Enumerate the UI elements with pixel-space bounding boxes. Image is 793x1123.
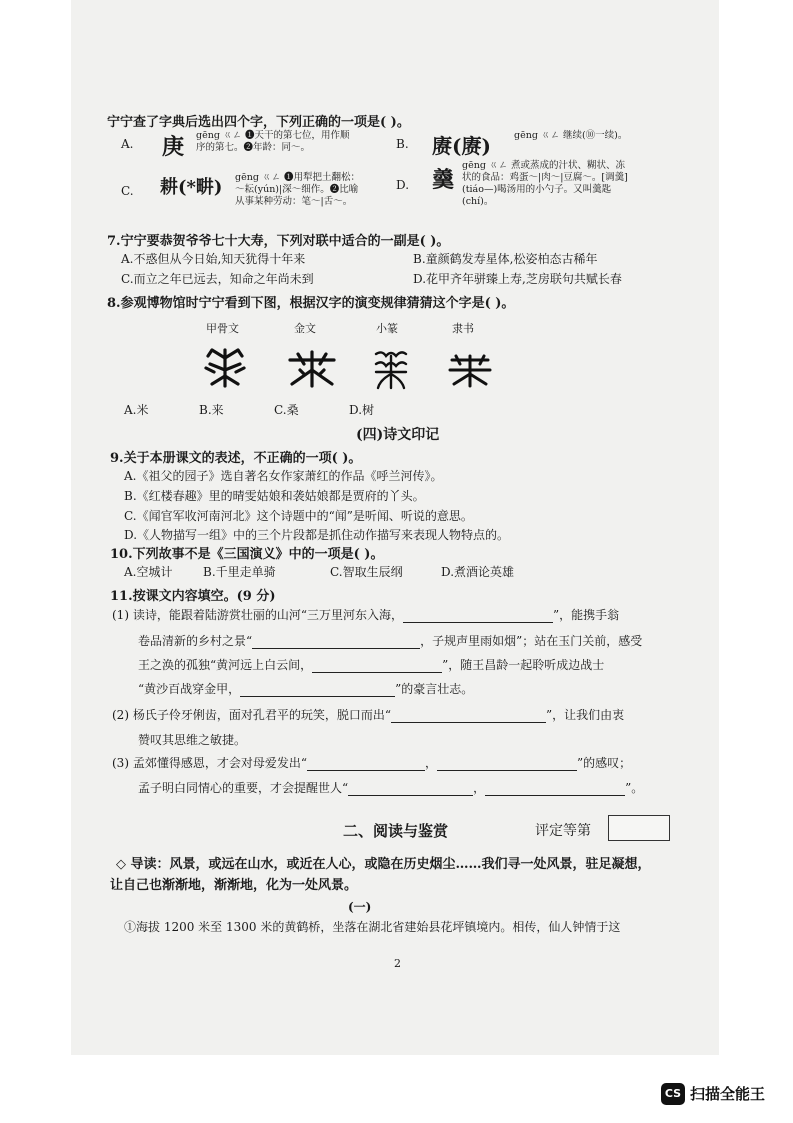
q6-option-c-char: 耕(*畊) bbox=[160, 177, 223, 198]
q6-option-d-char: 羹 bbox=[432, 167, 455, 193]
passage-paragraph-1: ①海拔 1200 米至 1300 米的黄鹤桥，坐落在湖北省建始县花坪镇境内。相传，仙人钟情于这 bbox=[124, 920, 621, 934]
script-label-bronze: 金文 bbox=[294, 322, 316, 335]
q11-stem: 11.按课文内容填空。(9 分) bbox=[110, 589, 276, 604]
q6-stem: 宁宁查了字典后选出四个字，下列正确的一项是( )。 bbox=[107, 115, 410, 130]
part-2-title: 二、阅读与鉴赏 bbox=[343, 822, 449, 840]
q8-option-d: D.树 bbox=[349, 403, 375, 417]
q9-option-c: C.《闻官军收河南河北》这个诗题中的“闻”是听闻、听说的意思。 bbox=[124, 509, 473, 523]
answer-blank-5[interactable] bbox=[391, 708, 546, 723]
q6-option-a-label: A. bbox=[121, 137, 134, 151]
q11-p3-line2: 孟子明白同情心的重要，才会提醒世人“ ， ”。 bbox=[138, 781, 644, 795]
script-label-oracle: 甲骨文 bbox=[206, 322, 239, 335]
script-label-clerical: 隶书 bbox=[452, 322, 474, 335]
q9-option-b: B.《红楼春趣》里的晴雯姑娘和袭姑娘都是贾府的丫头。 bbox=[124, 489, 425, 503]
q9-option-a: A.《祖父的园子》选自著名女作家萧红的作品《呼兰河传》。 bbox=[124, 469, 443, 483]
q11-p1-line3: 王之涣的孤独“黄河远上白云间， ”，随王昌龄一起聆听成边战士 bbox=[138, 658, 605, 672]
q6-option-d-label: D. bbox=[396, 178, 410, 192]
q10-option-a: A.空城计 bbox=[124, 565, 173, 579]
q7-option-c: C.而立之年已远去，知命之年尚未到 bbox=[121, 272, 314, 286]
section-4-title: (四)诗文印记 bbox=[356, 427, 440, 443]
q6-option-a-char: 庚 bbox=[162, 134, 185, 160]
answer-blank-8[interactable] bbox=[348, 781, 473, 796]
seal-glyph bbox=[372, 348, 410, 390]
oracle-bone-glyph bbox=[200, 346, 250, 388]
answer-blank-4[interactable] bbox=[240, 682, 395, 697]
q9-option-d: D.《人物描写一组》中的三个片段都是抓住动作描写来表现人物特点的。 bbox=[124, 528, 510, 542]
answer-blank-3[interactable] bbox=[312, 658, 442, 673]
grade-label: 评定等第 bbox=[535, 823, 591, 839]
answer-blank-7[interactable] bbox=[437, 756, 577, 771]
q11-p3-line1: (3) 孟郊懂得感恩，才会对母爱发出“ ， ”的感叹； bbox=[112, 756, 632, 770]
q6-option-c-text: gēng ㄍㄥ ❶用犁把土翻松：～耘(yún)|深～细作。❷比喻从事某种劳动：笔～|舌～。 bbox=[235, 172, 360, 207]
answer-blank-1[interactable] bbox=[403, 608, 553, 623]
q10-stem: 10.下列故事不是《三国演义》中的一项是( )。 bbox=[110, 547, 384, 562]
q8-option-c: C.桑 bbox=[274, 403, 299, 417]
q8-option-a: A.米 bbox=[124, 403, 149, 417]
bronze-glyph bbox=[286, 350, 338, 388]
q11-p2-line1: (2) 杨氏子伶牙俐齿，面对孔君平的玩笑，脱口而出“ ”，让我们由衷 bbox=[112, 708, 625, 722]
grade-box[interactable] bbox=[608, 815, 670, 841]
q11-p1-line2: 卷品清新的乡村之景“ ，子规声里雨如烟”；站在玉门关前，感受 bbox=[138, 634, 643, 648]
q6-option-d-text: gēng ㄍㄥ 煮或蒸成的汁状、糊状、冻状的食品：鸡蛋～|肉～|豆腐～。[调羹](tiáo—)喝汤用的小勺子。又叫羹匙(chí)。 bbox=[462, 160, 628, 207]
q7-option-a: A.不惑但从今日始,知天犹得十年来 bbox=[121, 252, 306, 266]
passage-1-label: (一) bbox=[348, 900, 372, 914]
q10-option-b: B.千里走单骑 bbox=[203, 565, 276, 579]
q6-option-b-label: B. bbox=[396, 137, 409, 151]
q6-option-b-char: 赓(赓) bbox=[432, 134, 491, 158]
q11-p1-line4: “黄沙百战穿金甲， ”的豪言壮志。 bbox=[138, 682, 474, 696]
reading-guide-line2: 让自己也渐渐地，渐渐地，化为一处风景。 bbox=[110, 878, 358, 893]
q6-option-c-label: C. bbox=[121, 184, 134, 198]
q11-p1-line1: (1) 读诗，能跟着陆游赏壮丽的山河“三万里河东入海， ”，能携手翁 bbox=[112, 608, 620, 622]
script-label-seal: 小篆 bbox=[376, 322, 398, 335]
q6-option-a-text: gēng ㄍㄥ ❶天干的第七位，用作顺序的第七。❷年龄：同～。 bbox=[196, 130, 350, 153]
answer-blank-6[interactable] bbox=[307, 756, 425, 771]
camscanner-logo-icon: CS bbox=[661, 1083, 685, 1105]
clerical-glyph bbox=[446, 354, 494, 388]
q7-option-d: D.花甲齐年骈臻上寿,芝房联句共赋长春 bbox=[413, 272, 622, 286]
reading-guide: ◇ 导读：风景，或远在山水，或近在人心，或隐在历史烟尘……我们寻一处风景，驻足凝想， bbox=[116, 857, 651, 872]
q10-option-d: D.煮酒论英雄 bbox=[441, 565, 515, 579]
answer-blank-2[interactable] bbox=[252, 634, 420, 649]
page-number: 2 bbox=[394, 957, 401, 970]
q7-option-b: B.童颜鹤发寿星体,松姿柏态古稀年 bbox=[413, 252, 598, 266]
q10-option-c: C.智取生辰纲 bbox=[330, 565, 403, 579]
q6-option-b-text: gēng ㄍㄥ 继续(⑩一续)。 bbox=[514, 130, 628, 141]
answer-blank-9[interactable] bbox=[485, 781, 625, 796]
q9-stem: 9.关于本册课文的表述，不正确的一项( )。 bbox=[110, 451, 362, 466]
q8-stem: 8.参观博物馆时宁宁看到下图，根据汉字的演变规律猜猜这个字是( )。 bbox=[107, 296, 515, 311]
q8-option-b: B.来 bbox=[199, 403, 224, 417]
q11-p2-line2: 赞叹其思维之敏捷。 bbox=[138, 733, 247, 747]
camscanner-brand-text: 扫描全能王 bbox=[690, 1085, 766, 1103]
q7-stem: 7.宁宁要恭贺爷爷七十大寿，下列对联中适合的一副是( )。 bbox=[107, 234, 450, 249]
